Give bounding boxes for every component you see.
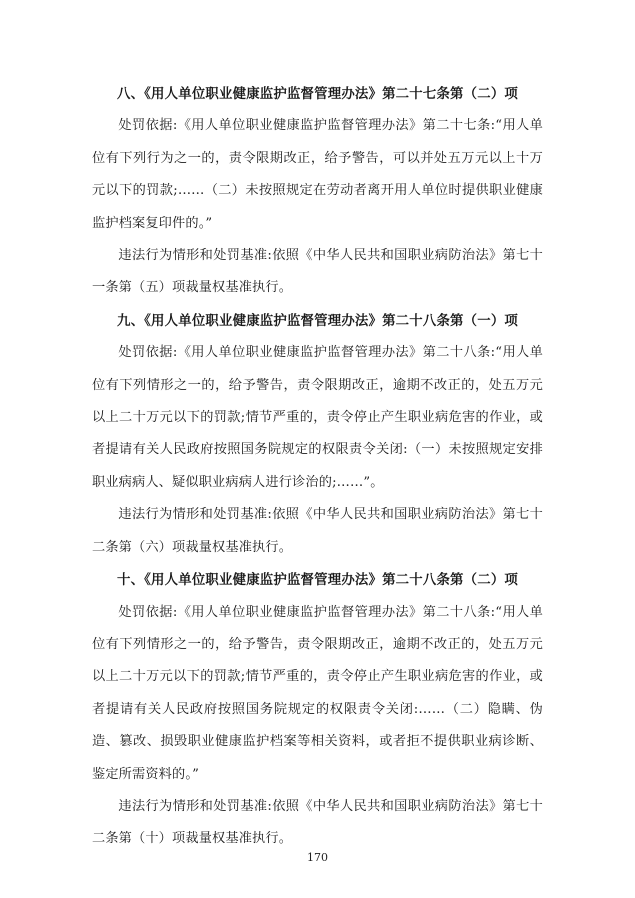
section-9-paragraph-1: 处罚依据:《用人单位职业健康监护监督管理办法》第二十八条:“用人单位有下列情形之一的，给予警告，责令限期改正，逾期不改正的，处五万元以上二十万元以下的罚款;情节严重的，责令停止产生职业病危害的作业，或者提请有关人民政府按照国务院规定的权限责令关闭:（一）未按照规定安排职业病病人、疑似职业病病人进行诊治的;……”。 [92,345,543,490]
section-heading-10: 十、《用人单位职业健康监护监督管理办法》第二十八条第（二）项 [116,572,519,589]
section-heading-9: 九、《用人单位职业健康监护监督管理办法》第二十八条第（一）项 [116,312,519,329]
page-number: 170 [307,851,328,864]
section-9-paragraph-2: 违法行为情形和处罚基准:依照《中华人民共和国职业病防治法》第七十二条第（六）项裁量权基准执行。 [92,507,543,555]
document-body [92,78,543,856]
section-8-paragraph-2: 违法行为情形和处罚基准:依照《中华人民共和国职业病防治法》第七十一条第（五）项裁量权基准执行。 [92,248,543,296]
section-heading-8: 八、《用人单位职业健康监护监督管理办法》第二十七条第（二）项 [116,86,519,102]
section-10-paragraph-2: 违法行为情形和处罚基准:依照《中华人民共和国职业病防治法》第七十二条第（十）项裁量权基准执行。 [92,798,543,847]
section-10-paragraph-1: 处罚依据:《用人单位职业健康监护监督管理办法》第二十八条:“用人单位有下列情形之一的，给予警告，责令限期改正，逾期不改正的，处五万元以上二十万元以下的罚款;情节严重的，责令停止产生职业病危害的作业，或者提请有关人民政府按照国务院规定的权限责令关闭:……（二）隐瞒、伪造、篡改、损毁职业健康监护档案等相关资料，或者拒不提供职业病诊断、鉴定所需资料的。” [92,604,543,782]
section-8-paragraph-1: 处罚依据:《用人单位职业健康监护监督管理办法》第二十七条:“用人单位有下列行为之一的，责令限期改正，给予警告，可以并处五万元以上十万元以下的罚款;……（二）未按照规定在劳动者离开用人单位时提供职业健康监护档案复印件的。” [92,118,543,231]
